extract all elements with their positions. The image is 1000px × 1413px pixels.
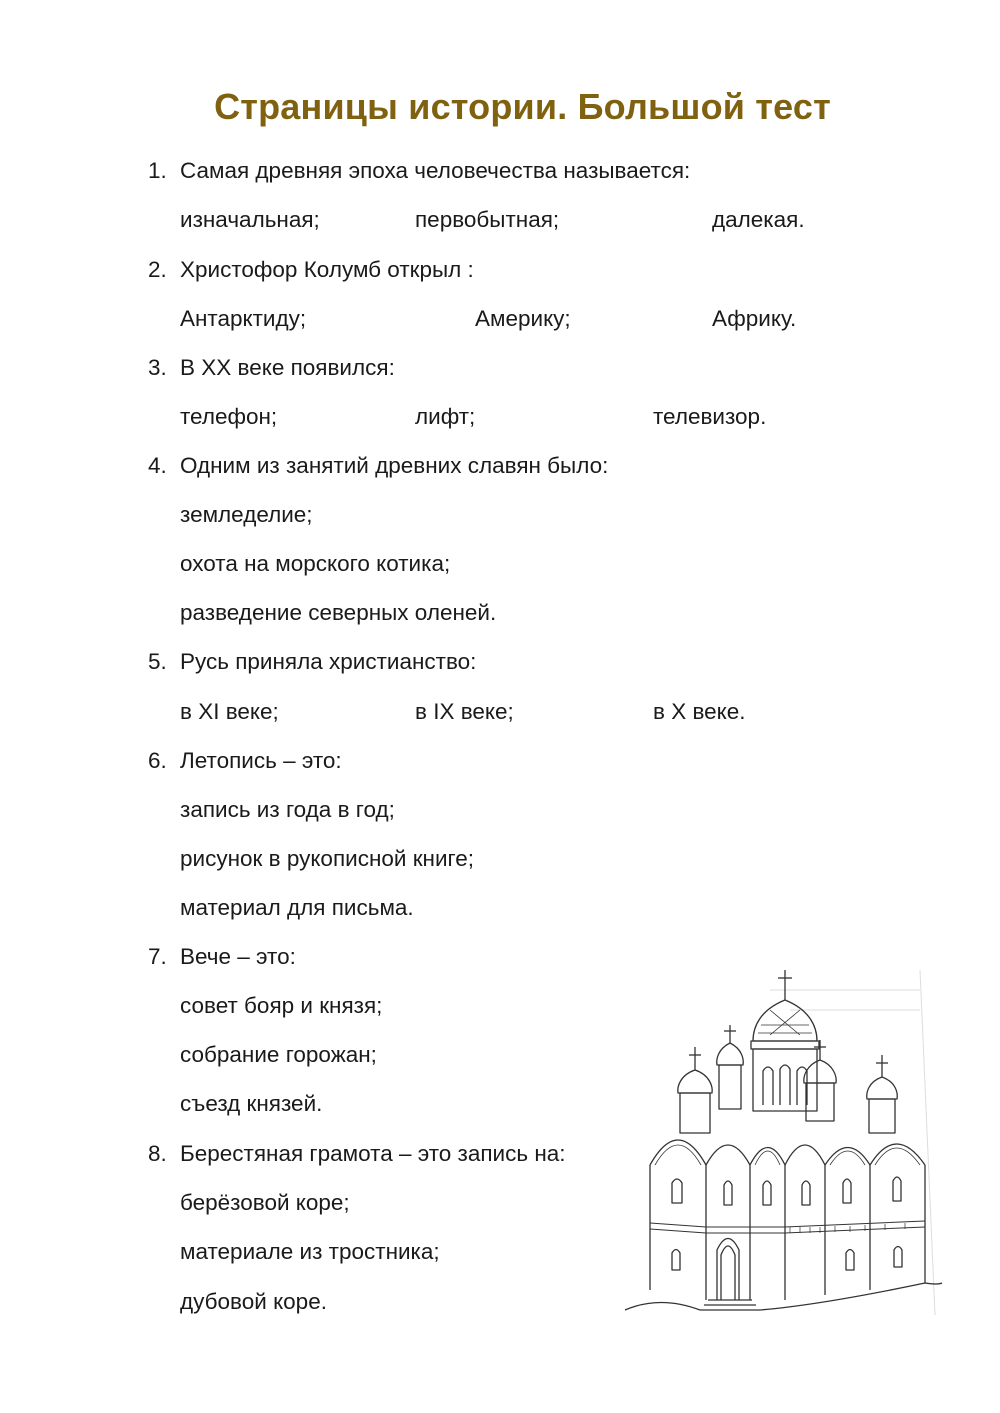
question-text: Одним из занятий древних славян было:	[180, 453, 609, 478]
answer-option[interactable]: Африку.	[712, 306, 797, 331]
answer-option[interactable]: Антарктиду;	[180, 306, 307, 331]
answer-option[interactable]: изначальная;	[180, 207, 320, 232]
answer-option[interactable]: совет бояр и князя;	[180, 993, 383, 1018]
question-number: 4.	[148, 453, 167, 478]
answer-option[interactable]: дубовой коре.	[180, 1289, 327, 1314]
question-text: Летопись – это:	[180, 748, 342, 773]
question-text: В XX веке появился:	[180, 355, 395, 380]
answer-option[interactable]: собрание горожан;	[180, 1042, 377, 1067]
question-5	[0, 645, 1000, 679]
answer-option[interactable]: запись из года в год;	[180, 797, 395, 822]
question-5-options	[0, 695, 1000, 729]
question-text: Вече – это:	[180, 944, 296, 969]
question-number: 5.	[148, 649, 167, 674]
question-3-options	[0, 400, 1000, 434]
answer-option[interactable]: в X веке.	[653, 699, 746, 724]
question-number: 7.	[148, 944, 167, 969]
answer-option[interactable]: телевизор.	[653, 404, 767, 429]
question-number: 1.	[148, 158, 167, 183]
question-number: 8.	[148, 1141, 167, 1166]
answer-option[interactable]: телефон;	[180, 404, 278, 429]
question-text: Русь приняла христианство:	[180, 649, 477, 674]
question-text: Берестяная грамота – это запись на:	[180, 1141, 566, 1166]
answer-option[interactable]: земледелие;	[180, 502, 313, 527]
question-number: 6.	[148, 748, 167, 773]
answer-option[interactable]: материал для письма.	[180, 895, 414, 920]
church-cathedral-drawing-icon	[620, 965, 950, 1325]
answer-option[interactable]: рисунок в рукописной книге;	[180, 846, 475, 871]
question-4	[0, 449, 1000, 483]
answer-option[interactable]: берёзовой коре;	[180, 1190, 350, 1215]
question-3	[0, 351, 1000, 385]
answer-option[interactable]: охота на морского котика;	[180, 551, 451, 576]
question-2-options	[0, 302, 1000, 336]
answer-option[interactable]: первобытная;	[415, 207, 560, 232]
page-title: Страницы истории. Большой тест	[214, 86, 831, 127]
answer-option[interactable]: в IX веке;	[415, 699, 514, 724]
question-6	[0, 744, 1000, 778]
answer-option[interactable]: Америку;	[475, 306, 571, 331]
question-text: Самая древняя эпоха человечества называется:	[180, 158, 691, 183]
question-2	[0, 253, 1000, 287]
answer-option[interactable]: съезд князей.	[180, 1091, 323, 1116]
question-number: 3.	[148, 355, 167, 380]
question-1-options	[0, 203, 1000, 237]
answer-option[interactable]: далекая.	[712, 207, 805, 232]
answer-option[interactable]: разведение северных оленей.	[180, 600, 497, 625]
question-number: 2.	[148, 257, 167, 282]
answer-option[interactable]: в XI веке;	[180, 699, 279, 724]
answer-option[interactable]: лифт;	[415, 404, 476, 429]
answer-option[interactable]: материале из тростника;	[180, 1239, 440, 1264]
question-1	[0, 154, 1000, 188]
question-text: Христофор Колумб открыл :	[180, 257, 474, 282]
